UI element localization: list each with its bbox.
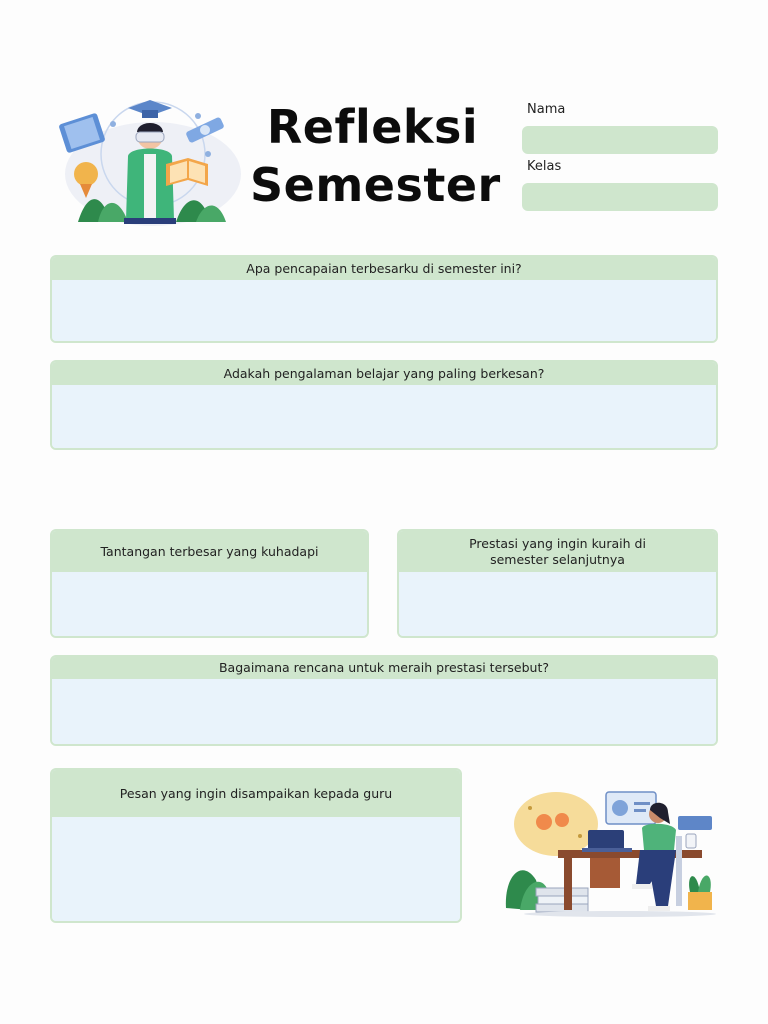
question-next-achievement: Prestasi yang ingin kuraih di semester selanjutnya xyxy=(399,531,716,572)
reflection-box-challenge xyxy=(50,529,369,638)
reflection-box-next-achievement xyxy=(397,529,718,638)
reflection-box-plan xyxy=(50,655,718,746)
question-message: Pesan yang ingin disampaikan kepada guru xyxy=(52,770,460,817)
answer-area-challenge[interactable] xyxy=(52,572,367,638)
page-title xyxy=(250,98,501,214)
question-challenge: Tantangan terbesar yang kuhadapi xyxy=(52,531,367,572)
student-desk-illustration xyxy=(500,788,722,918)
title-line-1: Refleksi xyxy=(266,100,479,154)
answer-area-message[interactable] xyxy=(52,817,460,923)
reflection-box-message xyxy=(50,768,462,923)
reflection-box-experience xyxy=(50,360,718,450)
name-field[interactable] xyxy=(522,126,718,154)
student-vr-illustration xyxy=(58,94,244,228)
name-label: Nama xyxy=(527,102,566,117)
question-achievement: Apa pencapaian terbesarku di semester ini? xyxy=(52,257,716,280)
answer-area-plan[interactable] xyxy=(52,679,716,746)
title-line-2: Semester xyxy=(250,158,501,212)
answer-area-next-achievement[interactable] xyxy=(399,572,716,638)
answer-area-achievement[interactable] xyxy=(52,280,716,343)
question-plan: Bagaimana rencana untuk meraih prestasi tersebut? xyxy=(52,657,716,679)
answer-area-experience[interactable] xyxy=(52,385,716,450)
class-field[interactable] xyxy=(522,183,718,211)
class-label: Kelas xyxy=(527,159,562,174)
reflection-box-achievement xyxy=(50,255,718,343)
question-experience: Adakah pengalaman belajar yang paling berkesan? xyxy=(52,362,716,385)
